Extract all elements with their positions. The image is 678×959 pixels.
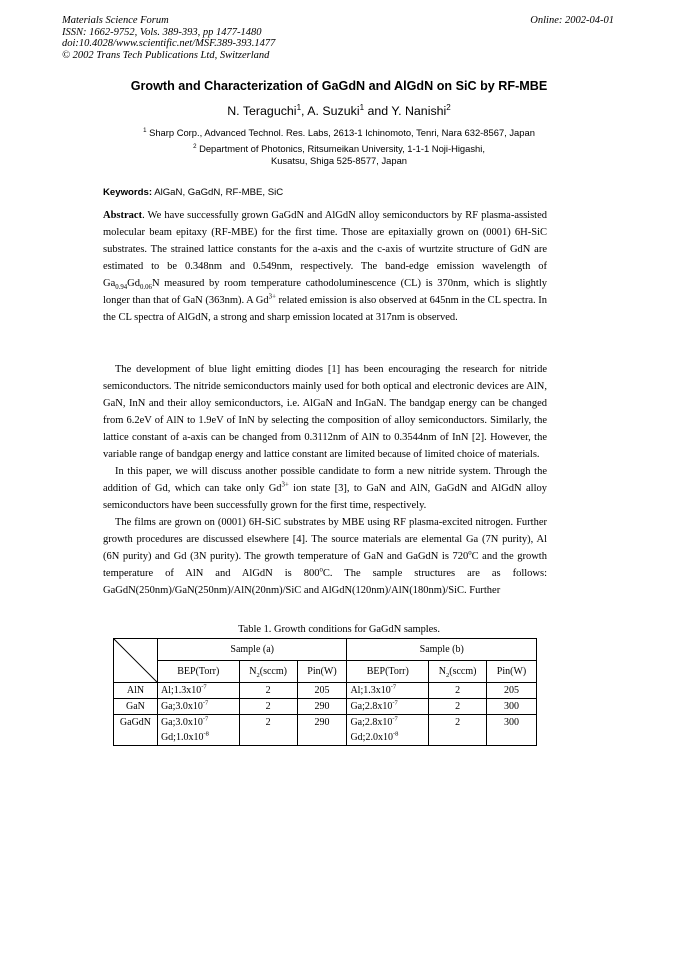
table-corner-cell [114,639,158,683]
bep-cell-a [157,715,239,746]
bep-cell-a [157,699,239,715]
keywords-label: Keywords: [103,187,153,198]
n2-cell-b: 2 [429,699,487,715]
table-row [114,699,537,715]
affiliation-2 [0,143,678,167]
affiliation-text: Kusatsu, Shiga 525-8577, Japan [270,155,408,166]
abstract-text: N measured by room temperature cathodoluminescence (CL) is 370nm, which is slightly longer than that of GaN (363nm). A Gd [103,278,547,306]
abstract [103,207,547,326]
body-text [103,361,547,599]
body-paragraph-3 [103,514,547,599]
pin-cell-a: 290 [297,699,347,715]
abstract-superscript: 3+ [268,293,276,301]
author-affiliation-mark: 1 [296,102,302,112]
pin-cell-b: 300 [487,715,537,746]
pin-cell-a: 205 [297,683,347,699]
abstract-text: . We have successfully grown GaGdN and AlGdN alloy semiconductors by RF plasma-assisted molecular beam epitaxy (RF-MBE) for the first time. Those are epitaxially grown on (0001) 6H-SiC substrates. The strained lattice constants for the a-axis and the c-axis of wurtzite structure of GdN are estimated to be 0.348nm and 0.549nm, respectively. The band-edge emission wavelength of Ga [103,210,547,289]
author-name: A. Suzuki [307,104,360,118]
abstract-subscript: 0.06 [140,284,152,292]
affiliation-mark: 2 [193,142,197,150]
row-label: AlN [114,683,158,699]
author-list [0,104,678,118]
column-header: Pin(W) [487,661,537,683]
bep-value: $Ga;2.8x10^{-7}$ [350,715,398,728]
body-superscript: o [319,566,323,574]
n2-cell-b: 2 [429,683,487,699]
n2-cell-a: 2 [239,683,297,699]
keywords [103,187,283,198]
column-header: BEP(Torr) [157,661,239,683]
column-header: BEP(Torr) [347,661,429,683]
table-caption: Table 1. Growth conditions for GaGdN samples. [238,624,440,635]
body-paragraph-1: The development of blue light emitting diodes [1] has been encouraging the research for nitride semiconductors. The nitride semiconductors mainly used for both optical and electronic devices are AlN, GaN, InN and their alloy semiconductors, i.e. AlGaN and InGaN. The bandgap energy can be changed from 6.2eV of AlN to 1.9eV of InN by selecting the composition of alloy semiconductors. Similarly, the lattice constant of a-axis can be changed from 0.3112nm of AlN to 0.3544nm of InN [2]. However, the variable range of bandgap energy and lattice constant are limited because of limited choice of materials. [103,364,547,460]
bep-value: $Gd;1.0x10^{-8}$ [160,730,209,743]
author-affiliation-mark: 1 [359,102,365,112]
column-header: $N_2(sccm)$ [429,661,487,683]
row-label: GaN [114,699,158,715]
n2-cell-a: 2 [239,715,297,746]
pin-cell-b: 205 [487,683,537,699]
author-affiliation-mark: 2 [446,102,451,112]
affiliation-text: Department of Photonics, Ritsumeikan University, 1-1-1 Noji-Higashi, [199,143,485,154]
bep-value: $Ga;3.0x10^{-7}$ [160,715,209,728]
body-text-run: C. The sample structures are as follows: GaGdN(250nm)/GaN(250nm)/AlN(20nm)/SiC and AlGdN(120nm)/AlN(180nm)/SiC. Further [103,568,548,596]
bep-cell-b [347,699,429,715]
author-name: Y. Nanishi [391,104,447,118]
n2-cell-a: 2 [239,699,297,715]
body-text-run: The films are grown on (0001) 6H-SiC substrates by MBE using RF plasma-excited nitrogen. Further growth procedures are discussed elsewhere [4]. The source materials are elemental Ga (7N purity), Al (6N purity) and Gd (3N purity). The growth temperature of GaN and GaGdN is 720 [103,517,547,562]
online-date: Online: 2002-04-01 [530,15,614,26]
author-name: N. Teraguchi [227,104,297,118]
journal-header [62,15,275,61]
n2-cell-b: 2 [429,715,487,746]
abstract-text: related emission is also observed at 645nm in the CL spectra. In the CL spectra of AlGdN, a strong and sharp emission located at 317nm is observed. [103,295,548,323]
keywords-text: AlGaN, GaGdN, RF-MBE, SiC [154,187,284,198]
pin-cell-a: 290 [297,715,347,746]
bep-cell-b [347,715,429,746]
column-header: Pin(W) [297,661,347,683]
bep-cell-a [157,683,239,699]
bep-value: $Ga;2.8x10^{-7}$ [350,699,398,712]
body-paragraph-2 [103,463,547,514]
table-row [114,715,537,746]
row-label: GaGdN [114,715,158,746]
growth-conditions-table [113,638,537,746]
body-text-run: C and the growth temperature of AlN and AlGdN is 800 [103,551,547,579]
body-text-run: ion state [3], to GaN and AlN, GaGdN and AlGdN alloy semiconductors have been successfully grown for the first time, respectively. [103,483,547,511]
table-body [114,683,537,746]
table-subheader-row [114,661,537,683]
affiliation-1 [0,127,678,139]
bep-value: $Al;1.3x10^{-7}$ [160,683,207,696]
author-separator: , [301,104,308,118]
diagonal-line [114,639,157,682]
sample-b-header: Sample (b) [347,639,537,661]
pin-cell-b: 300 [487,699,537,715]
bep-value: $Ga;3.0x10^{-7}$ [160,699,209,712]
bep-value: $Gd;2.0x10^{-8}$ [350,730,399,743]
body-superscript: 3+ [281,481,289,489]
issn-line: ISSN: 1662-9752, Vols. 389-393, pp 1477-1480 [62,26,262,38]
doi-link[interactable]: doi:10.4028/www.scientific.net/MSF.389-393.1477 [62,38,276,50]
author-separator: and [364,104,392,118]
paper-title: Growth and Characterization of GaGdN and AlGdN on SiC by RF-MBE [130,79,548,93]
bep-cell-b [347,683,429,699]
affiliation-text: Sharp Corp., Advanced Technol. Res. Labs, 2613-1 Ichinomoto, Tenri, Nara 632-8567, Japan [149,127,535,138]
sample-a-header: Sample (a) [157,639,347,661]
column-header: $N_2(sccm)$ [239,661,297,683]
copyright-line: © 2002 Trans Tech Publications Ltd, Switzerland [62,49,270,61]
table-header-row [114,639,537,661]
abstract-subscript: 0.94 [115,284,128,292]
body-text-run: In this paper, we will discuss another possible candidate to form a new nitride system. Through the addition of Gd, which can take only Gd [103,466,547,494]
table-row [114,683,537,699]
affiliation-mark: 1 [143,126,147,134]
body-superscript: o [468,549,472,557]
abstract-text: Gd [127,278,141,289]
journal-name: Materials Science Forum [62,15,169,26]
abstract-label: Abstract [103,210,143,221]
bep-value: $Al;1.3x10^{-7}$ [350,683,397,696]
